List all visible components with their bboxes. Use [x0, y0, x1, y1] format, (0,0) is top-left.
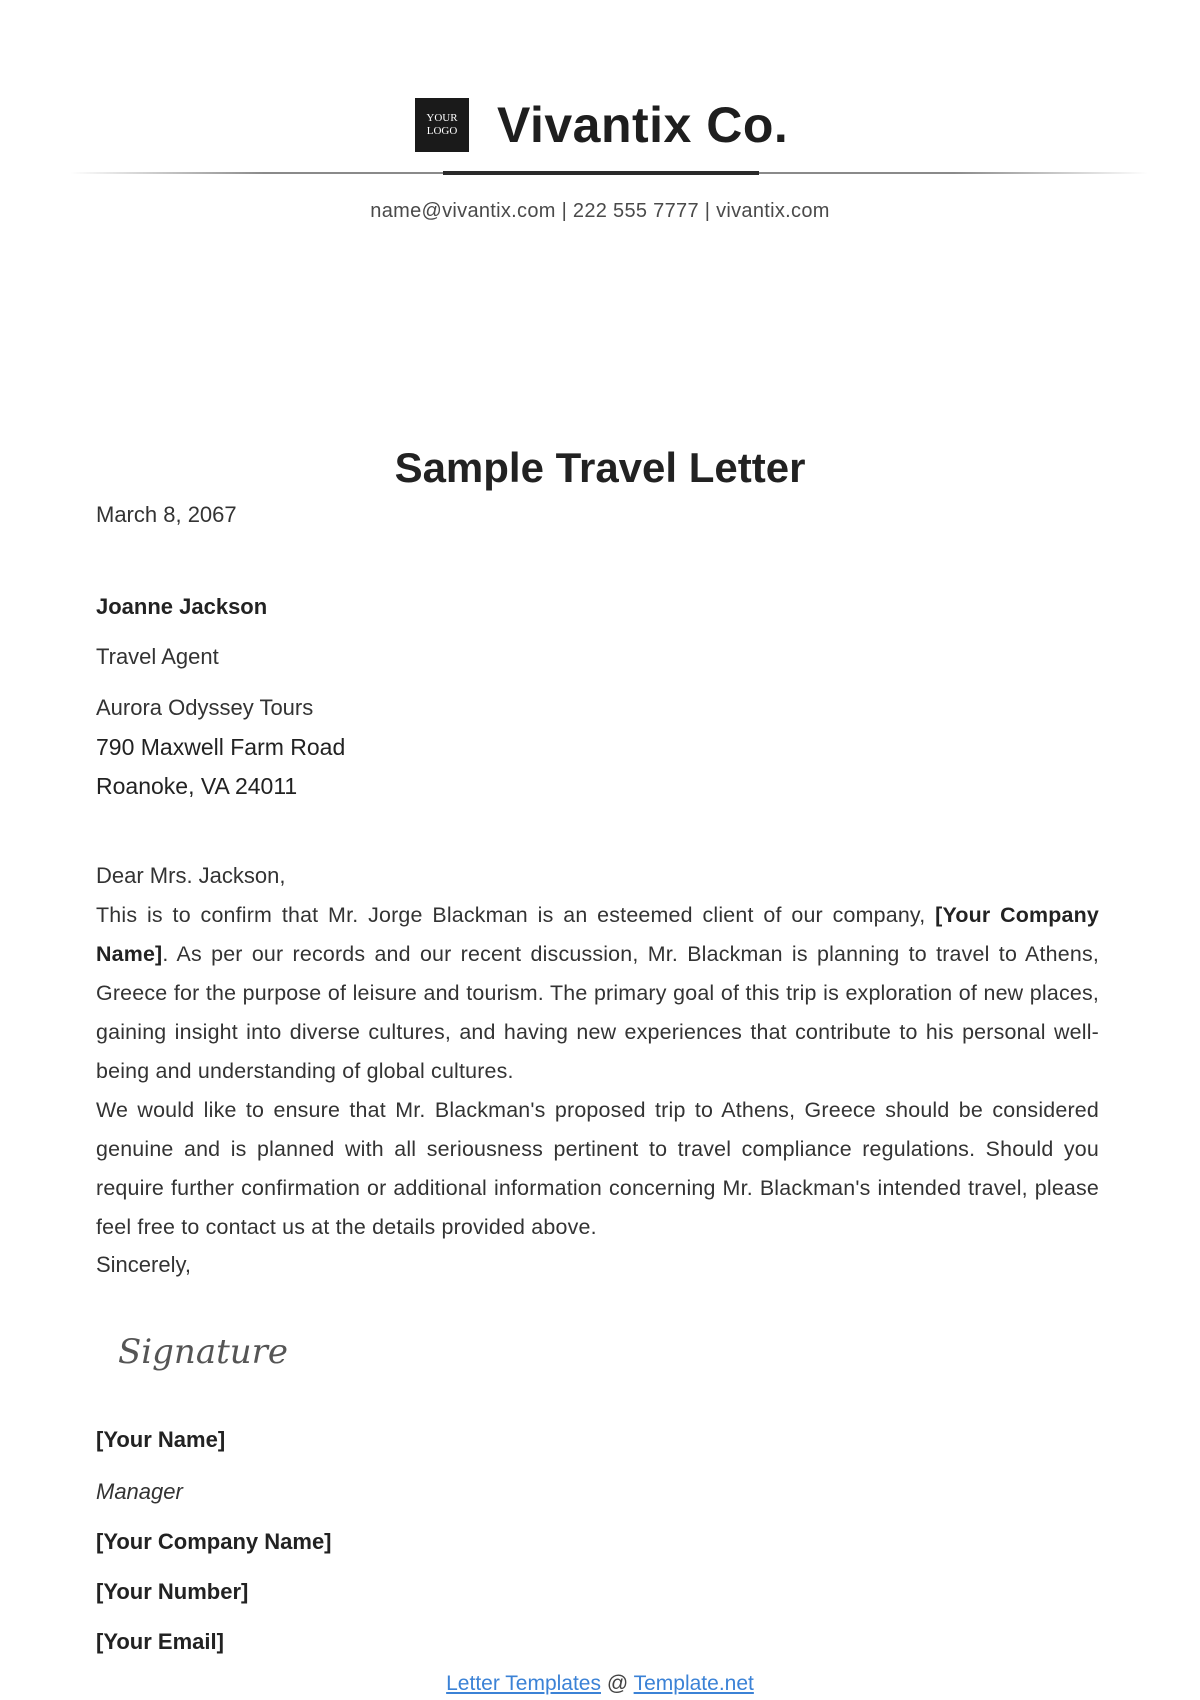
sender-name: [Your Name] — [96, 1427, 226, 1452]
letter-templates-link[interactable]: Letter Templates — [446, 1672, 601, 1695]
sender-role: Manager — [96, 1479, 183, 1504]
closing: Sincerely, — [96, 1252, 191, 1277]
footer — [0, 1672, 1200, 1696]
company-name: Vivantix Co. — [497, 97, 789, 153]
recipient-company: Aurora Odyssey Tours — [96, 695, 314, 720]
logo-text-line2: LOGO — [426, 125, 458, 137]
logo-text-line1: YOUR — [426, 112, 458, 124]
company-name-placeholder: [Your Company Name] — [96, 903, 1099, 966]
sender-email: [Your Email] — [96, 1629, 224, 1654]
paragraph-1-text-start: This is to confirm that Mr. Jorge Blackman is an esteemed client of our company, — [96, 903, 936, 927]
template-net-link[interactable]: Template.net — [633, 1672, 754, 1695]
recipient-address-line1: 790 Maxwell Farm Road — [96, 734, 346, 760]
body-paragraph-2: We would like to ensure that Mr. Blackman's proposed trip to Athens, Greece should be considered genuine and is planned with all seriousness pertinent to travel compliance regulations. Should you require further confirmation or additional information concerning Mr. Blackman's intended travel, please feel free to contact us at the details provided above. — [96, 1098, 1099, 1239]
contact-info: name@vivantix.com | 222 555 7777 | vivantix.com — [370, 200, 830, 222]
body-paragraph-1 — [96, 896, 1099, 1091]
letter-date: March 8, 2067 — [96, 502, 237, 527]
sender-number: [Your Number] — [96, 1579, 249, 1604]
paragraph-1-text-end: . As per our records and our recent discussion, Mr. Blackman is planning to travel to Athens, Greece for the purpose of leisure and tourism. The primary goal of this trip is exploration of new places, gaining insight into diverse cultures, and having new experiences that contribute to his personal well-being and understanding of global cultures. — [96, 942, 1099, 1083]
sender-company: [Your Company Name] — [96, 1529, 332, 1554]
letter-title: Sample Travel Letter — [394, 444, 806, 491]
company-logo — [415, 98, 469, 152]
signature-image: Signature — [118, 1332, 289, 1372]
salutation: Dear Mrs. Jackson, — [96, 863, 286, 888]
recipient-address-line2: Roanoke, VA 24011 — [96, 773, 298, 799]
recipient-role: Travel Agent — [96, 644, 219, 669]
footer-separator: @ — [601, 1672, 634, 1695]
recipient-name: Joanne Jackson — [96, 594, 268, 619]
header-divider-accent — [443, 171, 759, 175]
